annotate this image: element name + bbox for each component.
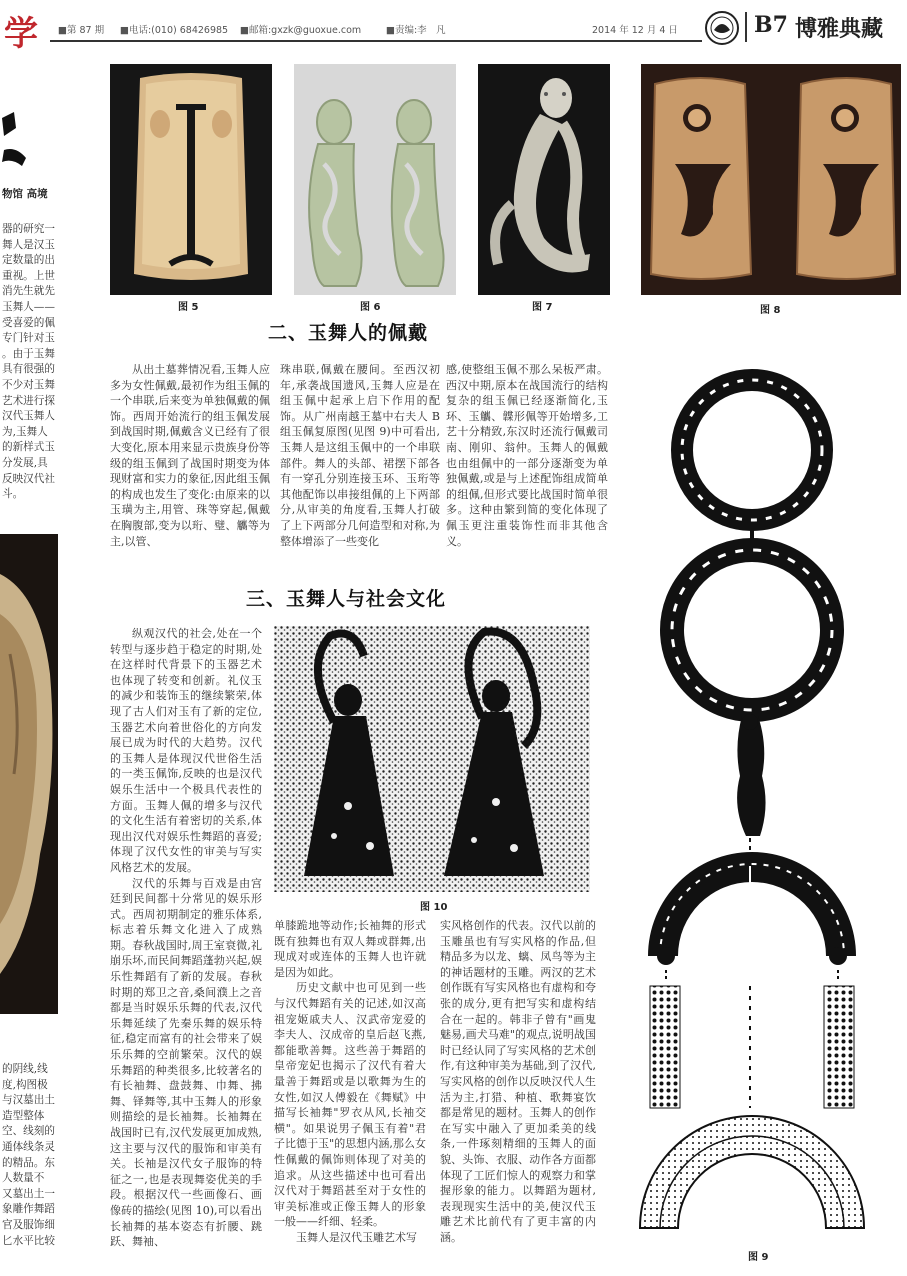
- section-3-paragraph: 汉代的乐舞与百戏是由宫廷到民间都十分常见的娱乐形式。西周初期制定的雅乐体系,标志着乐舞文化进入了成熟期。春秋战国时,周王室衰微,礼崩乐坏,而民间舞蹈蓬勃兴起,娱乐性舞蹈有了新的发展。春秋时期的郑卫之音,桑间濮上之音都是当时娱乐乐舞的代表,汉代乐舞延续了先秦乐舞的娱乐特征,稳定而富有的社会带来了娱乐乐舞的空前繁荣。汉代的娱乐舞蹈的种类很多,比较著名的有长袖舞、盘鼓舞、巾舞、拂舞、铎舞等,其中玉舞人的形象则描绘的是长袖舞。长袖舞在战国时已有,汉代发展更加成熟,这主要与汉代的服饰和审美有关。长袖是汉代女子服饰的特征之一,也是表现舞姿优美的手段。根据汉代一些画像石、画像砖的描绘(见图 10),可以看出长袖舞的基本姿态有折腰、跳跃、舞袖、: [110, 876, 262, 1249]
- section-title: 博雅典藏: [795, 16, 884, 42]
- section-3-paragraph: 历史文献中也可见到一些与汉代舞蹈有关的记述,如汉高祖宠姬戚夫人、汉武帝宠爱的李夫人、汉成帝的皇后赵飞燕,都能歌善舞。这些善于舞蹈的皇帝宠妃也揭示了汉代有着大量善于舞蹈或是以歌舞为生的女性,如汉人傅毅在《舞赋》中描写长袖舞"罗衣从风,长袖交横"。如果说男子佩玉有着"君子比德于玉"的思想内涵,那么女性佩戴的佩饰则体现了对美的追求。从这些描述中也可看出汉代对于舞蹈甚至对于女性的审美标准或正像玉舞人的形象一般——纤细、轻柔。: [274, 981, 426, 1229]
- issue-number: ■第 87 期: [58, 25, 105, 36]
- section-3-heading: 三、玉舞人与社会文化: [246, 588, 447, 610]
- header-divider: [745, 12, 747, 42]
- figure-5-photo: [110, 64, 272, 295]
- figure-10-caption: 图 10: [420, 902, 448, 913]
- email-address: ■邮箱:gxzk@guoxue.com: [240, 25, 362, 36]
- figure-8-photo: [641, 64, 901, 295]
- section-3-column-1: [110, 626, 262, 1262]
- figure-7-photo: [478, 64, 610, 295]
- left-strip-text-1: 器的研究一 舞人是汉玉 定数量的出 重视。上世 消先生就先 玉舞人—— 受喜爱的佩 专门针对玉 。由于玉舞 具有很强的 不少对玉舞 艺术进行探 汉代玉舞人 为,玉舞人 的新样式玉 分发展,具 反映汉代社 斗。: [2, 223, 55, 501]
- masthead-char: 学: [4, 14, 38, 54]
- byline: 物馆 高境: [2, 188, 48, 200]
- emblem-icon: [704, 10, 740, 46]
- figure-6-caption: 图 6: [360, 302, 381, 313]
- page-number: B7: [754, 12, 788, 38]
- figure-9-caption: 图 9: [748, 1252, 769, 1263]
- section-2-paragraph: 感,使整组玉佩不那么呆板严肃。西汉中期,原本在战国流行的结构复杂的组玉佩已经逐渐简化,玉环、玉觿、韘形佩等开始增多,工艺十分精致,东汉时还流行佩戴司南、刚卯、翁仲。玉舞人的佩戴也由组佩中的一部分逐渐变为单独佩戴,或是与上述配饰组成简单的组佩,但形式要比战国时简单很多。这种由繁到简的变化体现了佩玉更注重装饰性而非其他含义。: [446, 363, 608, 548]
- section-3-column-3: [440, 918, 596, 1262]
- figure-7-caption: 图 7: [532, 302, 553, 313]
- phone-number: ■电话:(010) 68426985: [120, 25, 229, 36]
- section-3-paragraph: 玉舞人是汉代玉雕艺术写: [296, 1230, 417, 1244]
- issue-date: 2014 年 12 月 4 日: [592, 25, 678, 36]
- section-2-column-2: [280, 362, 440, 584]
- headline-fragment: [0, 110, 30, 170]
- figure-6-photo: [294, 64, 456, 295]
- figure-8-caption: 图 8: [760, 305, 781, 316]
- section-3-paragraph: 纵观汉代的社会,处在一个转型与逐步趋于稳定的时期,处在这样时代背景下的玉器艺术也体现了转变和创新。礼仪玉的减少和装饰玉的继续繁荣,体现了古人们对玉有了新的定位,玉器艺术向着世俗化的方向发展已成为时代的大趋势。汉代的玉舞人是体现汉代世俗生活的一类玉佩饰,反映的也是汉代娱乐生活中一个极具代表性的方面。玉舞人佩的增多与汉代的文化生活有着密切的关系,体现出汉代对娱乐性舞蹈的喜爱;体现了汉代女性的审美与写实风格艺术的发展。: [110, 627, 262, 874]
- editor-name: ■责编:李 凡: [386, 25, 446, 36]
- section-3-paragraph: 实风格创作的代表。汉代以前的玉雕虽也有写实风格的作品,但精品多为以龙、螭、凤鸟等为主的神话题材的玉雕。两汉的艺术创作既有写实风格也有虚构和夸张的成分,更有把写实和虚构结合在一起的。韩非子曾有"画鬼魅易,画犬马难"的观点,说明战国时已经认同了写实风格的艺术创作,有这种审美为基础,到了汉代,写实风格的创作以反映汉代人生活为主,打猎、种植、歌舞宴饮都是常见的题材。玉舞人的创作在写实中融入了更加柔美的线条,一件琢刻精细的玉舞人的面貌、头饰、衣服、动作各方面都体现了工匠们惊人的观察力和掌握形象的能力。以舞蹈为题材,表现现实生活中的美,使汉代玉雕艺术比前代有了更丰富的内涵。: [440, 919, 596, 1244]
- section-2-paragraph: 珠串联,佩戴在腰间。至西汉初年,承袭战国遗风,玉舞人应是在组玉佩中起承上启下作用的配饰。从广州南越王墓中右夫人 B 组玉佩复原图(见图 9)中可看出,玉舞人是这组玉佩中的一个串联部件。舞人的头部、裙摆下部各有一穿孔分别连接玉环、玉珩等其他配饰以串接组佩的上下两部分,从审美的角度看,玉舞人打破了上下两部分几何造型和对称,为整体增添了一些变化: [280, 363, 440, 548]
- figure-9-drawing: [630, 366, 904, 1246]
- left-strip-text-2: 的阴线,线 度,构图极 与汉墓出土 造型整体 空、线刻的 通体线条灵 的精品。东 人数量不 又墓出土一 象雕作舞蹈 官及服饰细 匕水平比较: [2, 1063, 55, 1247]
- section-2-column-1: [110, 362, 270, 584]
- section-3-paragraph: 单膝跪地等动作;长袖舞的形式既有独舞也有双人舞或群舞,出现成对或连体的玉舞人也许就是因为如此。: [274, 919, 426, 979]
- section-2-paragraph: 从出土墓葬情况看,玉舞人应多为女性佩戴,最初作为组玉佩的一个串联,后来变为单独佩戴的佩饰。西周开始流行的组玉佩发展到战国时期,佩戴含义已经有了很大变化,原本用来显示贵族身份等级的组玉佩到了战国时期变为体现财富和实力的象征,因此组玉佩的构成也发生了变化:由原来的以玉璜为主,用管、珠等穿起,佩戴在胸腹部,变为以珩、璧、觿等为主,以管、: [110, 363, 270, 548]
- header-rule: [50, 40, 702, 42]
- section-2-heading: 二、玉舞人的佩戴: [268, 322, 429, 344]
- section-3-column-2: [274, 918, 426, 1262]
- left-jade-photo: [0, 534, 58, 1014]
- figure-10-rubbing: [274, 626, 590, 892]
- figure-5-caption: 图 5: [178, 302, 199, 313]
- section-2-column-3: [446, 362, 608, 584]
